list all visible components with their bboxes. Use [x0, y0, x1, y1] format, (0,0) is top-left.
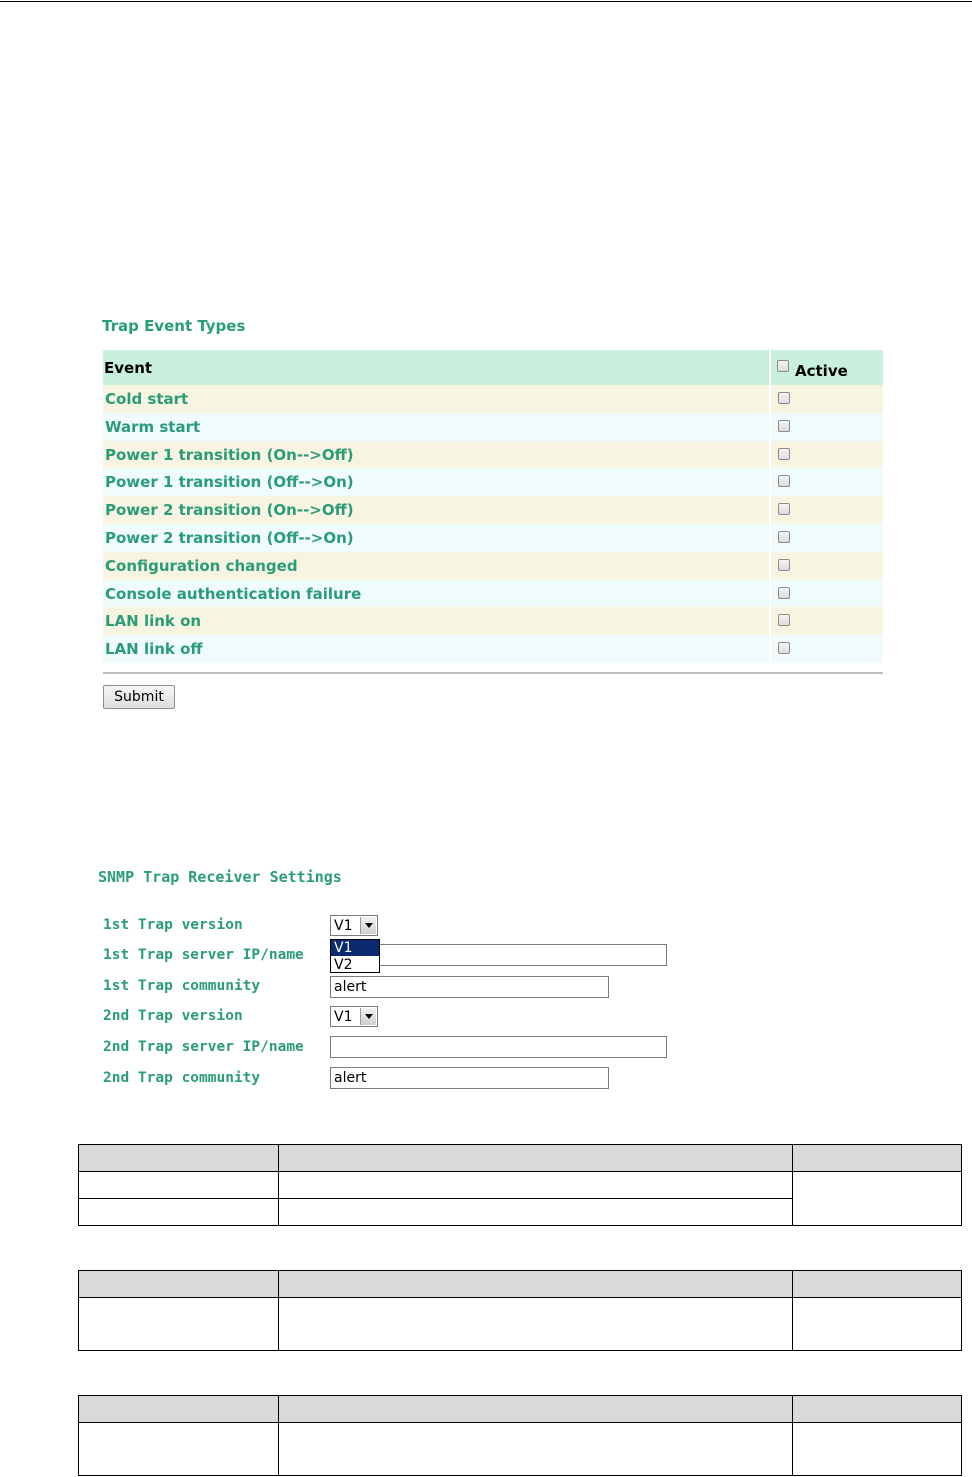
table-cell: [79, 1172, 279, 1199]
doc-table-3: [78, 1395, 962, 1476]
table-header-row: [79, 1396, 962, 1423]
event-active-checkbox[interactable]: [778, 559, 790, 571]
event-active-checkbox[interactable]: [778, 587, 790, 599]
trap2-server-label: 2nd Trap server IP/name: [103, 1039, 304, 1055]
column-separator: [769, 350, 771, 385]
event-active-checkbox[interactable]: [778, 448, 790, 460]
table-cell: [793, 1423, 962, 1476]
event-label: Power 2 transition (Off-->On): [105, 528, 354, 547]
table-cell: [279, 1271, 793, 1298]
event-label: Console authentication failure: [105, 584, 362, 603]
trap-event-row: [103, 524, 883, 552]
event-label: Cold start: [105, 390, 189, 408]
event-label: Configuration changed: [105, 556, 298, 575]
event-label: Power 1 transition (On-->Off): [105, 445, 354, 464]
trap2-community-input[interactable]: alert: [330, 1067, 609, 1089]
trap-event-row: [103, 413, 883, 441]
table-cell: [279, 1145, 793, 1172]
event-active-checkbox[interactable]: [778, 420, 790, 432]
table-cell: [79, 1298, 279, 1351]
table-cell: [279, 1298, 793, 1351]
table-cell: [279, 1172, 793, 1199]
doc-table-1: [78, 1144, 962, 1226]
event-label: Warm start: [105, 417, 201, 436]
table-cell: [793, 1396, 962, 1423]
version-option-v1[interactable]: V1: [331, 940, 379, 956]
trap2-version-select[interactable]: [330, 1006, 378, 1027]
event-label: LAN link off: [105, 640, 203, 659]
trap-event-row: [103, 552, 883, 580]
table-cell: [793, 1172, 962, 1226]
column-separator: [769, 441, 771, 469]
table-bottom-divider: [103, 672, 883, 674]
table-cell: [793, 1271, 962, 1298]
submit-button[interactable]: Submit: [103, 685, 175, 709]
table-cell: [79, 1199, 279, 1226]
event-active-checkbox[interactable]: [778, 614, 790, 626]
table-cell: [79, 1396, 279, 1423]
trap1-version-value: V1: [334, 918, 353, 934]
table-cell: [793, 1298, 962, 1351]
table-cell: [793, 1145, 962, 1172]
event-active-checkbox[interactable]: [778, 642, 790, 654]
table-header-row: [79, 1145, 962, 1172]
chevron-down-icon[interactable]: [360, 1008, 376, 1025]
table-cell: [79, 1423, 279, 1476]
column-separator: [769, 385, 771, 413]
trap-event-row: [103, 635, 883, 663]
table-cell: [279, 1423, 793, 1476]
table-row: [79, 1423, 962, 1476]
trap-event-header-row: [103, 350, 883, 385]
table-row: [79, 1172, 962, 1199]
column-separator: [769, 413, 771, 441]
table-cell: [279, 1199, 793, 1226]
trap2-version-value: V1: [334, 1009, 353, 1025]
event-active-checkbox[interactable]: [778, 503, 790, 515]
column-separator: [769, 635, 771, 663]
event-column-header: Event: [104, 359, 153, 377]
chevron-down-icon[interactable]: [360, 917, 376, 934]
column-separator: [769, 496, 771, 524]
trap1-community-label: 1st Trap community: [103, 978, 261, 994]
trap-event-row: [103, 385, 883, 413]
trap2-server-input[interactable]: [330, 1036, 667, 1058]
table-cell: [279, 1396, 793, 1423]
version-option-v2[interactable]: V2: [334, 957, 353, 973]
trap2-community-label: 2nd Trap community: [103, 1070, 261, 1086]
trap-event-types-title: Trap Event Types: [102, 317, 246, 335]
column-separator: [769, 580, 771, 608]
event-active-checkbox[interactable]: [778, 531, 790, 543]
table-cell: [79, 1145, 279, 1172]
column-separator: [769, 524, 771, 552]
select-all-active-checkbox[interactable]: [777, 360, 789, 372]
trap-event-table: [103, 350, 883, 663]
snmp-trap-receiver-title: SNMP Trap Receiver Settings: [98, 868, 342, 886]
doc-table-2: [78, 1270, 962, 1351]
trap2-version-label: 2nd Trap version: [103, 1008, 243, 1024]
trap-event-row: [103, 580, 883, 608]
table-row: [79, 1298, 962, 1351]
event-label: Power 1 transition (Off-->On): [105, 473, 354, 492]
column-separator: [769, 552, 771, 580]
page-top-rule: [0, 1, 972, 2]
event-label: Power 2 transition (On-->Off): [105, 501, 354, 520]
trap-event-row: [103, 468, 883, 496]
trap1-server-label: 1st Trap server IP/name: [103, 947, 304, 963]
column-separator: [769, 468, 771, 496]
trap1-version-dropdown-list: [330, 939, 380, 973]
active-column-header: Active: [795, 362, 848, 380]
trap-event-row: [103, 441, 883, 469]
trap1-server-input[interactable]: [330, 944, 667, 966]
column-separator: [769, 607, 771, 635]
table-cell: [79, 1271, 279, 1298]
event-label: LAN link on: [105, 612, 202, 631]
trap1-community-input[interactable]: alert: [330, 976, 609, 998]
event-active-checkbox[interactable]: [778, 392, 790, 404]
event-active-checkbox[interactable]: [778, 475, 790, 487]
trap-event-row: [103, 607, 883, 635]
trap1-version-select[interactable]: [330, 915, 378, 936]
trap-event-row: [103, 496, 883, 524]
trap1-version-label: 1st Trap version: [103, 917, 243, 933]
table-header-row: [79, 1271, 962, 1298]
